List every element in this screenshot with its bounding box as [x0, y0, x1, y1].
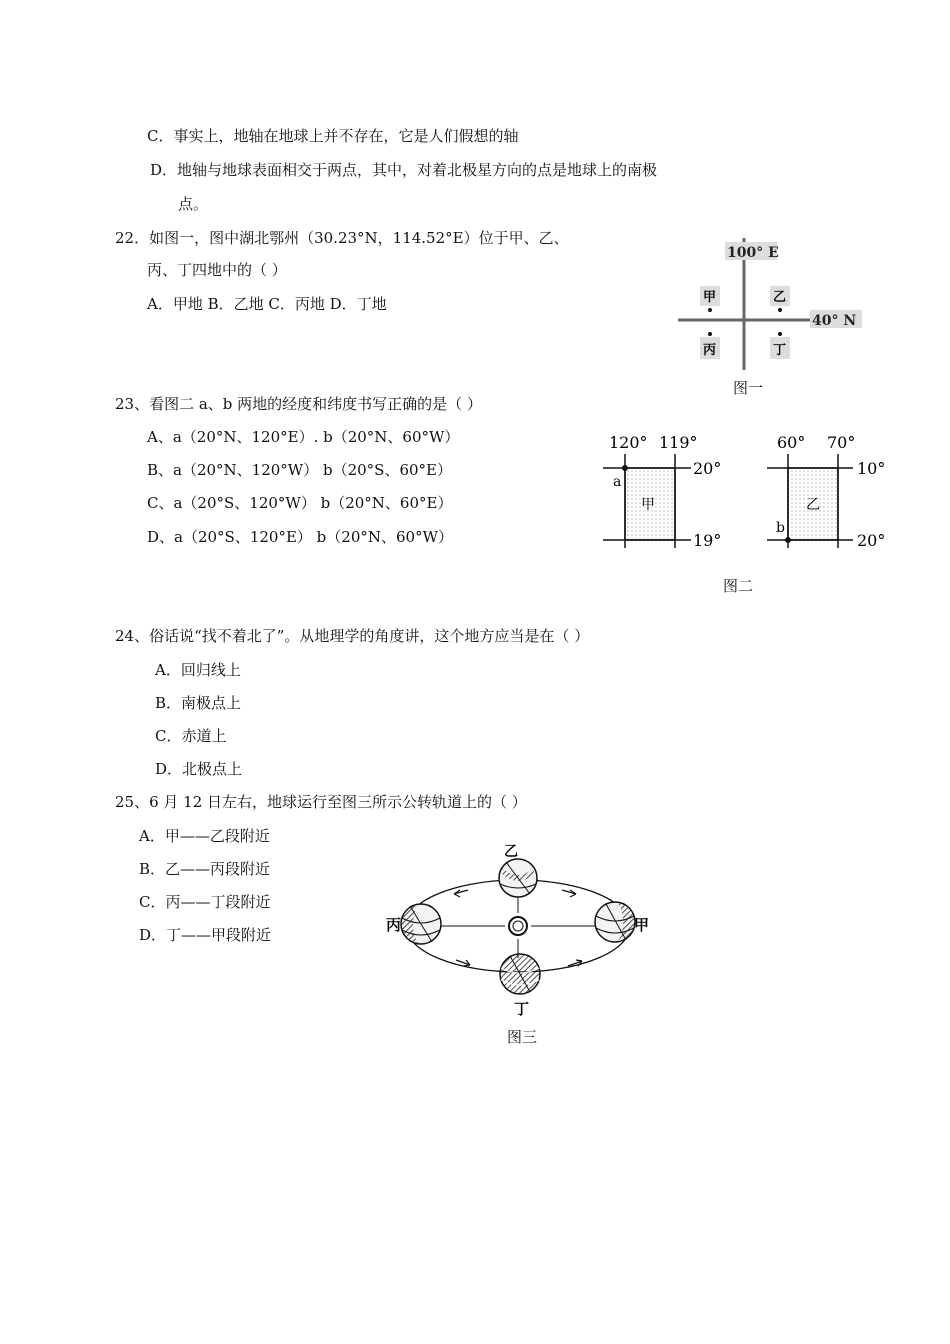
point-b [785, 537, 791, 543]
point-yi-label: 乙 [773, 290, 787, 305]
region-yi-label: 乙 [806, 497, 820, 513]
figure-1-grid [670, 232, 870, 372]
left-lat-top: 20° [693, 459, 722, 478]
q23-option-b: B、a（20°N、120°W） b（20°S、60°E） [147, 461, 452, 479]
q24-option-b: B．南极点上 [155, 694, 242, 712]
q24-option-a: A．回归线上 [155, 661, 241, 679]
earth-jia-icon [595, 902, 635, 942]
point-yi [778, 308, 782, 312]
point-a [622, 465, 628, 471]
left-lon1: 120° [609, 433, 648, 452]
point-jia [708, 308, 712, 312]
parallel-label: 40° N [812, 313, 857, 329]
right-lon1: 60° [777, 433, 806, 452]
point-ding [778, 332, 782, 336]
region-jia-label: 甲 [641, 497, 655, 513]
q21-option-d-line1: D．地轴与地球表面相交于两点，其中，对着北极星方向的点是地球上的南极 [150, 161, 658, 179]
earth-yi-label: 乙 [504, 844, 518, 860]
q21-option-d-line2: 点。 [178, 195, 209, 213]
q24-stem: 24、俗话说“找不着北了”。从地理学的角度讲，这个地方应当是在（ ） [115, 627, 590, 645]
q21-option-c: C．事实上，地轴在地球上并不存在，它是人们假想的轴 [147, 127, 519, 145]
q25-stem: 25、6 月 12 日左右，地球运行至图三所示公转轨道上的（ ） [115, 793, 527, 811]
earth-yi-icon [499, 859, 537, 897]
q22-options: A．甲地 B．乙地 C．丙地 D．丁地 [147, 295, 387, 313]
point-a-label: a [613, 474, 622, 490]
right-lat-top: 10° [857, 459, 886, 478]
figure-3-caption: 图三 [507, 1028, 538, 1046]
earth-ding-label: 丁 [514, 1000, 530, 1018]
q25-option-a: A．甲——乙段附近 [139, 827, 270, 845]
point-bing-label: 丙 [703, 343, 717, 358]
figure-3-orbit [380, 838, 660, 1018]
earth-bing-icon [401, 904, 441, 944]
q22-stem-line1: 22．如图一，图中湖北鄂州（30.23°N，114.52°E）位于甲、乙、 [115, 229, 569, 247]
earth-ding-icon [500, 954, 540, 994]
point-bing [708, 332, 712, 336]
q22-stem-line2: 丙、丁四地中的（ ） [147, 261, 287, 279]
figure-2-grids [595, 426, 895, 576]
q24-option-c: C．赤道上 [155, 727, 227, 745]
q24-option-d: D．北极点上 [155, 760, 243, 778]
q25-option-b: B．乙——丙段附近 [139, 860, 271, 878]
point-jia-label: 甲 [703, 290, 717, 305]
left-lon2: 119° [659, 433, 698, 452]
figure-1-caption: 图一 [733, 379, 764, 397]
earth-jia-label: 甲 [634, 916, 650, 934]
q23-stem: 23、看图二 a、b 两地的经度和纬度书写正确的是（ ） [115, 395, 482, 413]
point-b-label: b [776, 520, 785, 536]
q23-option-a: A、a（20°N、120°E）. b（20°N、60°W） [147, 428, 460, 446]
q23-option-c: C、a（20°S、120°W） b（20°N、60°E） [147, 494, 453, 512]
q23-option-d: D、a（20°S、120°E） b（20°N、60°W） [147, 528, 453, 546]
q25-option-d: D．丁——甲段附近 [139, 926, 272, 944]
figure-2-caption: 图二 [723, 577, 754, 595]
meridian-label: 100° E [727, 245, 779, 261]
earth-bing-label: 丙 [386, 916, 402, 934]
q25-option-c: C．丙——丁段附近 [139, 893, 271, 911]
right-lat-bottom: 20° [857, 531, 886, 550]
point-ding-label: 丁 [773, 343, 787, 358]
left-lat-bottom: 19° [693, 531, 722, 550]
right-lon2: 70° [827, 433, 856, 452]
